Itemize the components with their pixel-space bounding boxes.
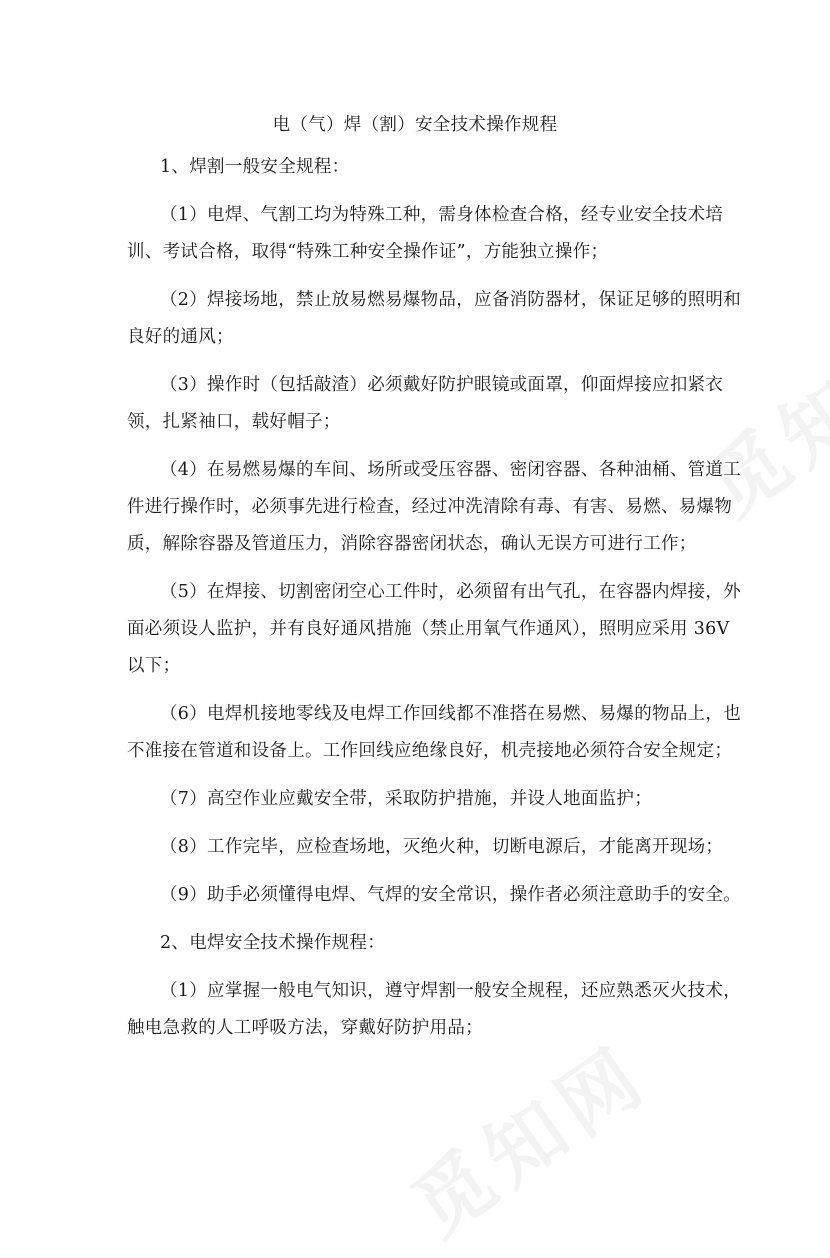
- paragraph-line: 面必须设人监护，并有良好通风措施（禁止用氧气作通风），照明应采用 36V: [127, 619, 730, 639]
- paragraph-line: 不准接在管道和设备上。工作回线应绝缘良好，机壳接地必须符合安全规定；: [127, 741, 733, 761]
- paragraph-line: （4）在易燃易爆的车间、场所或受压容器、密闭容器、各种油桶、管道工: [160, 460, 742, 480]
- paragraph-line: 触电急救的人工呼吸方法，穿戴好防护用品；: [127, 1018, 483, 1038]
- paragraph-line: （3）操作时（包括敲渣）必须戴好防护眼镜或面罩，仰面焊接应扣紧衣: [160, 375, 724, 395]
- paragraph-line: （2）焊接场地，禁止放易燃易爆物品，应备消防器材，保证足够的照明和: [160, 290, 742, 310]
- section-heading-general: 1、焊割一般安全规程：: [160, 157, 350, 177]
- paragraph-line: 良好的通风；: [127, 327, 234, 347]
- paragraph-line: （6）电焊机接地零线及电焊工作回线都不准搭在易燃、易爆的物品上，也: [160, 704, 742, 724]
- paragraph-line: （1）应掌握一般电气知识，遵守焊割一般安全规程，还应熟悉灭火技术，: [160, 981, 742, 1001]
- document-title: 电（气）焊（割）安全技术操作规程: [272, 115, 558, 135]
- paragraph-line: （5）在焊接、切割密闭空心工件时，必须留有出气孔，在容器内焊接，外: [160, 582, 742, 602]
- paragraph-line: （1）电焊、气割工均为特殊工种，需身体检查合格，经专业安全技术培: [160, 205, 724, 225]
- watermark-logo: [387, 1014, 668, 1257]
- paragraph-line: （9）助手必须懂得电焊、气焊的安全常识，操作者必须注意助手的安全。: [160, 885, 742, 905]
- paragraph-line: （7）高空作业应戴安全带，采取防护措施，并设人地面监护；: [160, 789, 653, 809]
- paragraph-line: 质，解除容器及管道压力，消除容器密闭状态，确认无误方可进行工作；: [127, 534, 697, 554]
- paragraph-line: 领，扎紧袖口，载好帽子；: [127, 412, 341, 432]
- paragraph-line: 以下；: [127, 656, 181, 676]
- paragraph-line: 训、考试合格，取得“特殊工种安全操作证”，方能独立操作；: [127, 242, 609, 262]
- paragraph-line: （8）工作完毕，应检查场地，灭绝火种，切断电源后，才能离开现场；: [160, 837, 724, 857]
- section-heading-electric-welding: 2、电焊安全技术操作规程：: [160, 933, 386, 953]
- paragraph-line: 件进行操作时，必须事先进行检查，经过冲洗清除有毒、有害、易燃、易爆物: [127, 497, 733, 517]
